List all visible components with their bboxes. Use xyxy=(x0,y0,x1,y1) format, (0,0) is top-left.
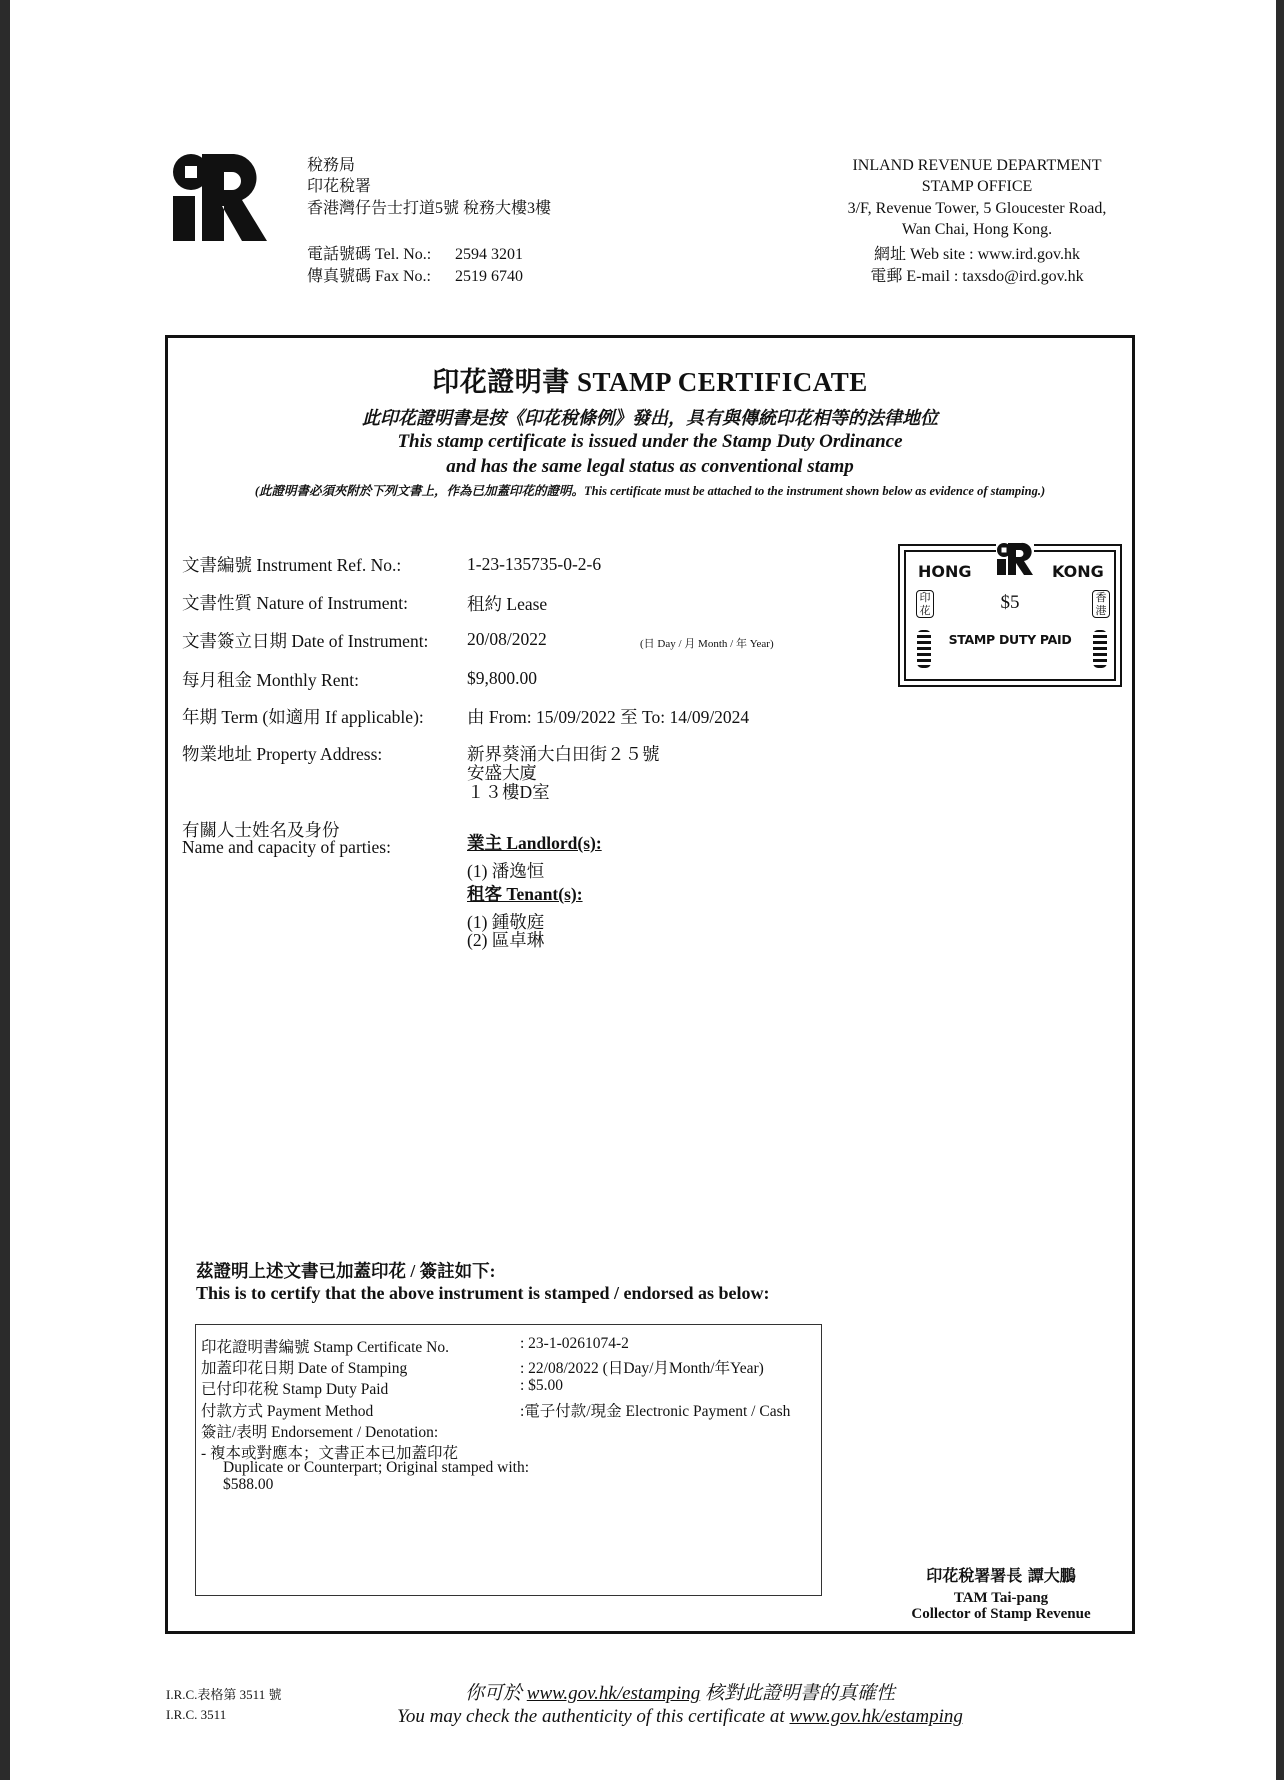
office-en: STAMP OFFICE xyxy=(921,178,1033,195)
date-format-note: (日 Day / 月 Month / 年 Year) xyxy=(640,638,774,650)
term-label: 年期 Term (如適用 If applicable): xyxy=(182,707,424,727)
subtitle-en-2: and has the same legal status as conventional stamp xyxy=(446,456,854,477)
tenant-1: (1) 鍾敬庭 xyxy=(467,912,545,932)
left-page-edge xyxy=(0,0,10,1780)
check-cn-line xyxy=(300,1678,1060,1705)
website: 網址 Web site : www.ird.gov.hk xyxy=(874,246,1080,263)
address-line-3: １３樓D室 xyxy=(467,782,550,802)
tel-label: 電話號碼 Tel. No.: xyxy=(307,246,432,263)
stamp-caption: STAMP DUTY PAID xyxy=(948,632,1072,647)
subtitle-cn: 此印花證明書是按《印花稅條例》發出，具有與傳統印花相等的法律地位 xyxy=(362,408,938,428)
cert-no-label: 印花證明書編號 Stamp Certificate No. xyxy=(201,1339,449,1356)
right-page-edge xyxy=(1276,0,1284,1780)
signature-title-en: Collector of Stamp Revenue xyxy=(911,1606,1091,1622)
duty-label: 已付印花稅 Stamp Duty Paid xyxy=(201,1381,389,1398)
signature-name-en: TAM Tai-pang xyxy=(953,1590,1049,1606)
subtitle-en-1: This stamp certificate is issued under the Stamp Duty Ordinance xyxy=(397,431,903,452)
address-en-line-2: Wan Chai, Hong Kong. xyxy=(901,221,1053,238)
certify-en: This is to certify that the above instrument is stamped / endorsed as below: xyxy=(196,1283,770,1303)
stamp-duty-paid-stamp xyxy=(898,544,1122,687)
address-line-2: 安盛大廈 xyxy=(467,763,537,783)
email: 電郵 E-mail : taxsdo@ird.gov.hk xyxy=(870,268,1084,285)
check-cn-suffix: 核對此證明書的真確性 xyxy=(704,1683,895,1704)
stamping-date-label: 加蓋印花日期 Date of Stamping xyxy=(201,1360,408,1377)
certificate-title: 印花證明書 STAMP CERTIFICATE xyxy=(432,367,868,397)
landlord-heading: 業主 Landlord(s): xyxy=(467,833,602,853)
date-label: 文書簽立日期 Date of Instrument: xyxy=(182,631,429,651)
tenant-2: (2) 區卓琳 xyxy=(467,930,545,950)
term-value: 由 From: 15/09/2022 至 To: 14/09/2024 xyxy=(467,707,750,727)
check-cn-link[interactable]: www.gov.hk/estamping xyxy=(526,1683,701,1704)
payment-label: 付款方式 Payment Method xyxy=(201,1403,374,1420)
stamp-side-left: 印花 xyxy=(916,590,934,618)
nature-value: 租約 Lease xyxy=(467,594,548,614)
duty-value: : $5.00 xyxy=(520,1377,564,1394)
denotation-line-1: - 複本或對應本；文書正本已加蓋印花 xyxy=(201,1445,459,1462)
check-cn-prefix: 你可於 xyxy=(465,1683,523,1704)
payment-value: :電子付款/現金 Electronic Payment / Cash xyxy=(520,1403,791,1420)
stamp-side-right: 香港 xyxy=(1092,590,1110,618)
check-en-link[interactable]: www.gov.hk/estamping xyxy=(789,1706,963,1727)
form-code-en: I.R.C. 3511 xyxy=(166,1707,227,1722)
stamp-word-kong: KONG xyxy=(1052,562,1104,581)
endorsement-box xyxy=(195,1324,822,1596)
tel-value: 2594 3201 xyxy=(455,246,523,263)
denotation-label: 簽註/表明 Endorsement / Denotation: xyxy=(201,1424,439,1441)
denotation-line-3: $588.00 xyxy=(223,1476,274,1493)
parties-label-cn: 有關人士姓名及身份 xyxy=(182,820,340,840)
ird-logo-icon xyxy=(172,152,268,242)
certify-cn: 茲證明上述文書已加蓋印花 / 簽註如下: xyxy=(196,1261,496,1281)
cert-no-value: : 23-1-0261074-2 xyxy=(520,1335,629,1352)
denotation-line-2: Duplicate or Counterpart; Original stamped with: xyxy=(223,1459,530,1476)
stamping-date-value: : 22/08/2022 (日Day/月Month/年Year) xyxy=(520,1360,764,1377)
dept-en: INLAND REVENUE DEPARTMENT xyxy=(852,157,1102,174)
dept-cn-address: 香港灣仔告士打道5號 稅務大樓3樓 xyxy=(307,200,552,217)
landlord-1: (1) 潘逸恒 xyxy=(467,861,545,881)
address-en-line-1: 3/F, Revenue Tower, 5 Gloucester Road, xyxy=(847,200,1107,217)
tenant-heading: 租客 Tenant(s): xyxy=(467,884,583,904)
attach-note: (此證明書必須夾附於下列文書上，作為已加蓋印花的證明。This certificate must be attached to the instrument shown below as evidence of stamping.) xyxy=(254,484,1046,498)
dept-cn-line-1: 稅務局 xyxy=(307,157,356,174)
dept-cn-line-2: 印花稅署 xyxy=(307,178,372,195)
rent-label: 每月租金 Monthly Rent: xyxy=(182,670,359,690)
stamp-word-hong: HONG xyxy=(918,562,972,581)
parties-label-en: Name and capacity of parties: xyxy=(182,837,391,857)
check-en-prefix: You may check the authenticity of this certificate at xyxy=(397,1706,785,1727)
signature-title-cn: 印花稅署署長 譚大鵬 xyxy=(926,1566,1076,1585)
nature-label: 文書性質 Nature of Instrument: xyxy=(182,593,408,613)
certificate-box xyxy=(165,335,1135,1634)
fax-value: 2519 6740 xyxy=(455,268,523,285)
address-label: 物業地址 Property Address: xyxy=(182,744,383,764)
stamp-inner-frame xyxy=(904,550,1116,681)
stamp-ird-logo-icon xyxy=(996,542,1034,576)
rent-value: $9,800.00 xyxy=(467,668,537,688)
ref-label: 文書編號 Instrument Ref. No.: xyxy=(182,555,402,575)
address-line-1: 新界葵涌大白田街２５號 xyxy=(467,744,660,764)
stamp-amount: $5 xyxy=(1000,592,1020,613)
date-value: 20/08/2022 xyxy=(467,629,547,649)
check-en-line xyxy=(300,1706,1060,1728)
ref-value: 1-23-135735-0-2-6 xyxy=(467,554,602,574)
form-code-cn: I.R.C.表格第 3511 號 xyxy=(166,1687,282,1702)
fax-label: 傳真號碼 Fax No.: xyxy=(307,268,432,285)
